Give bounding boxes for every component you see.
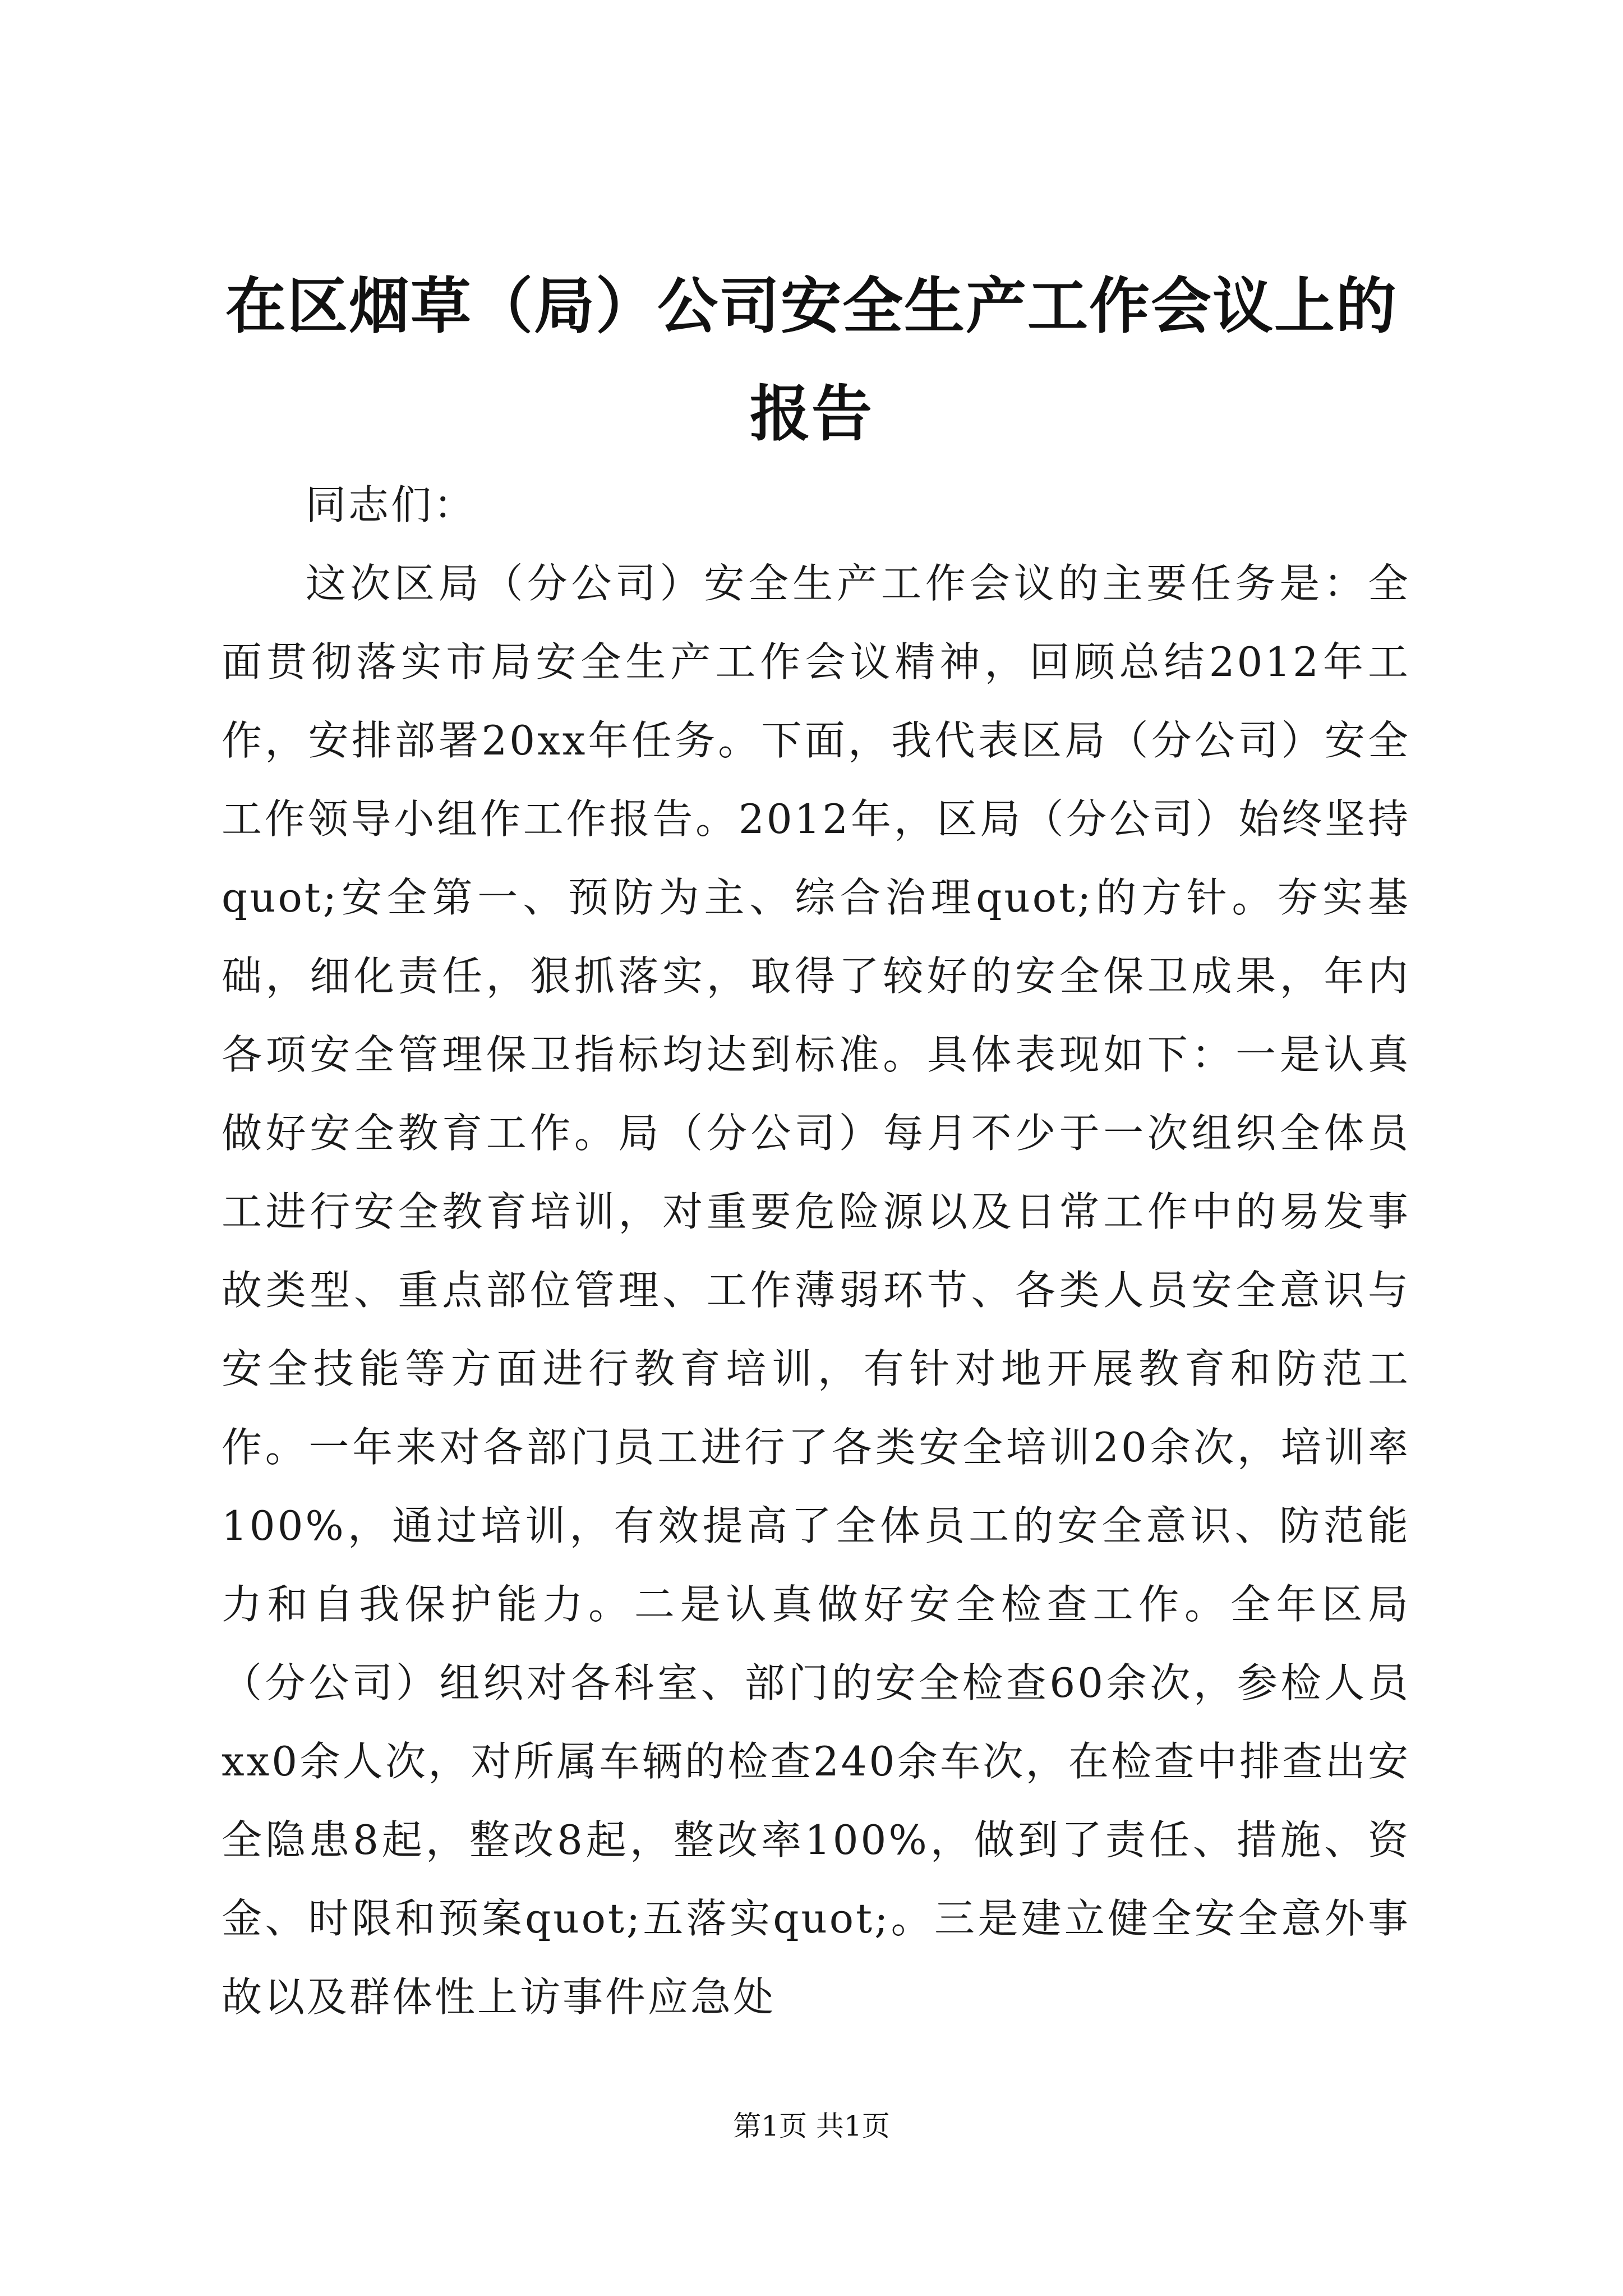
document-body bbox=[222, 466, 1410, 2036]
page-footer bbox=[0, 2106, 1623, 2146]
page-number-label: 第1页 共1页 bbox=[733, 2110, 890, 2142]
body-paragraph: 这次区局（分公司）安全生产工作会议的主要任务是：全面贯彻落实市局安全生产工作会议精神，回顾总结2012年工作，安排部署20xx年任务。下面，我代表区局（分公司）安全工作领导小组作工作报告。2012年，区局（分公司）始终坚持quot;安全第一、预防为主、综合治理quot;的方针。夯实基础，细化责任，狠抓落实，取得了较好的安全保卫成果，年内各项安全管理保卫指标均达到标准。具体表现如下：一是认真做好安全教育工作。局（分公司）每月不少于一次组织全体员工进行安全教育培训，对重要危险源以及日常工作中的易发事故类型、重点部位管理、工作薄弱环节、各类人员安全意识与安全技能等方面进行教育培训，有针对地开展教育和防范工作。一年来对各部门员工进行了各类安全培训20余次，培训率100%，通过培训，有效提高了全体员工的安全意识、防范能力和自我保护能力。二是认真做好安全检查工作。全年区局（分公司）组织对各科室、部门的安全检查60余次，参检人员xx0余人次，对所属车辆的检查240余车次，在检查中排查出安全隐患8起，整改8起，整改率100%，做到了责任、措施、资金、时限和预案quot;五落实quot;。三是建立健全安全意外事故以及群体性上访事件应急处 bbox=[222, 560, 1410, 2021]
salutation: 同志们： bbox=[306, 481, 477, 528]
document-title: 在区烟草（局）公司安全生产工作会议上的报告 bbox=[225, 271, 1398, 449]
